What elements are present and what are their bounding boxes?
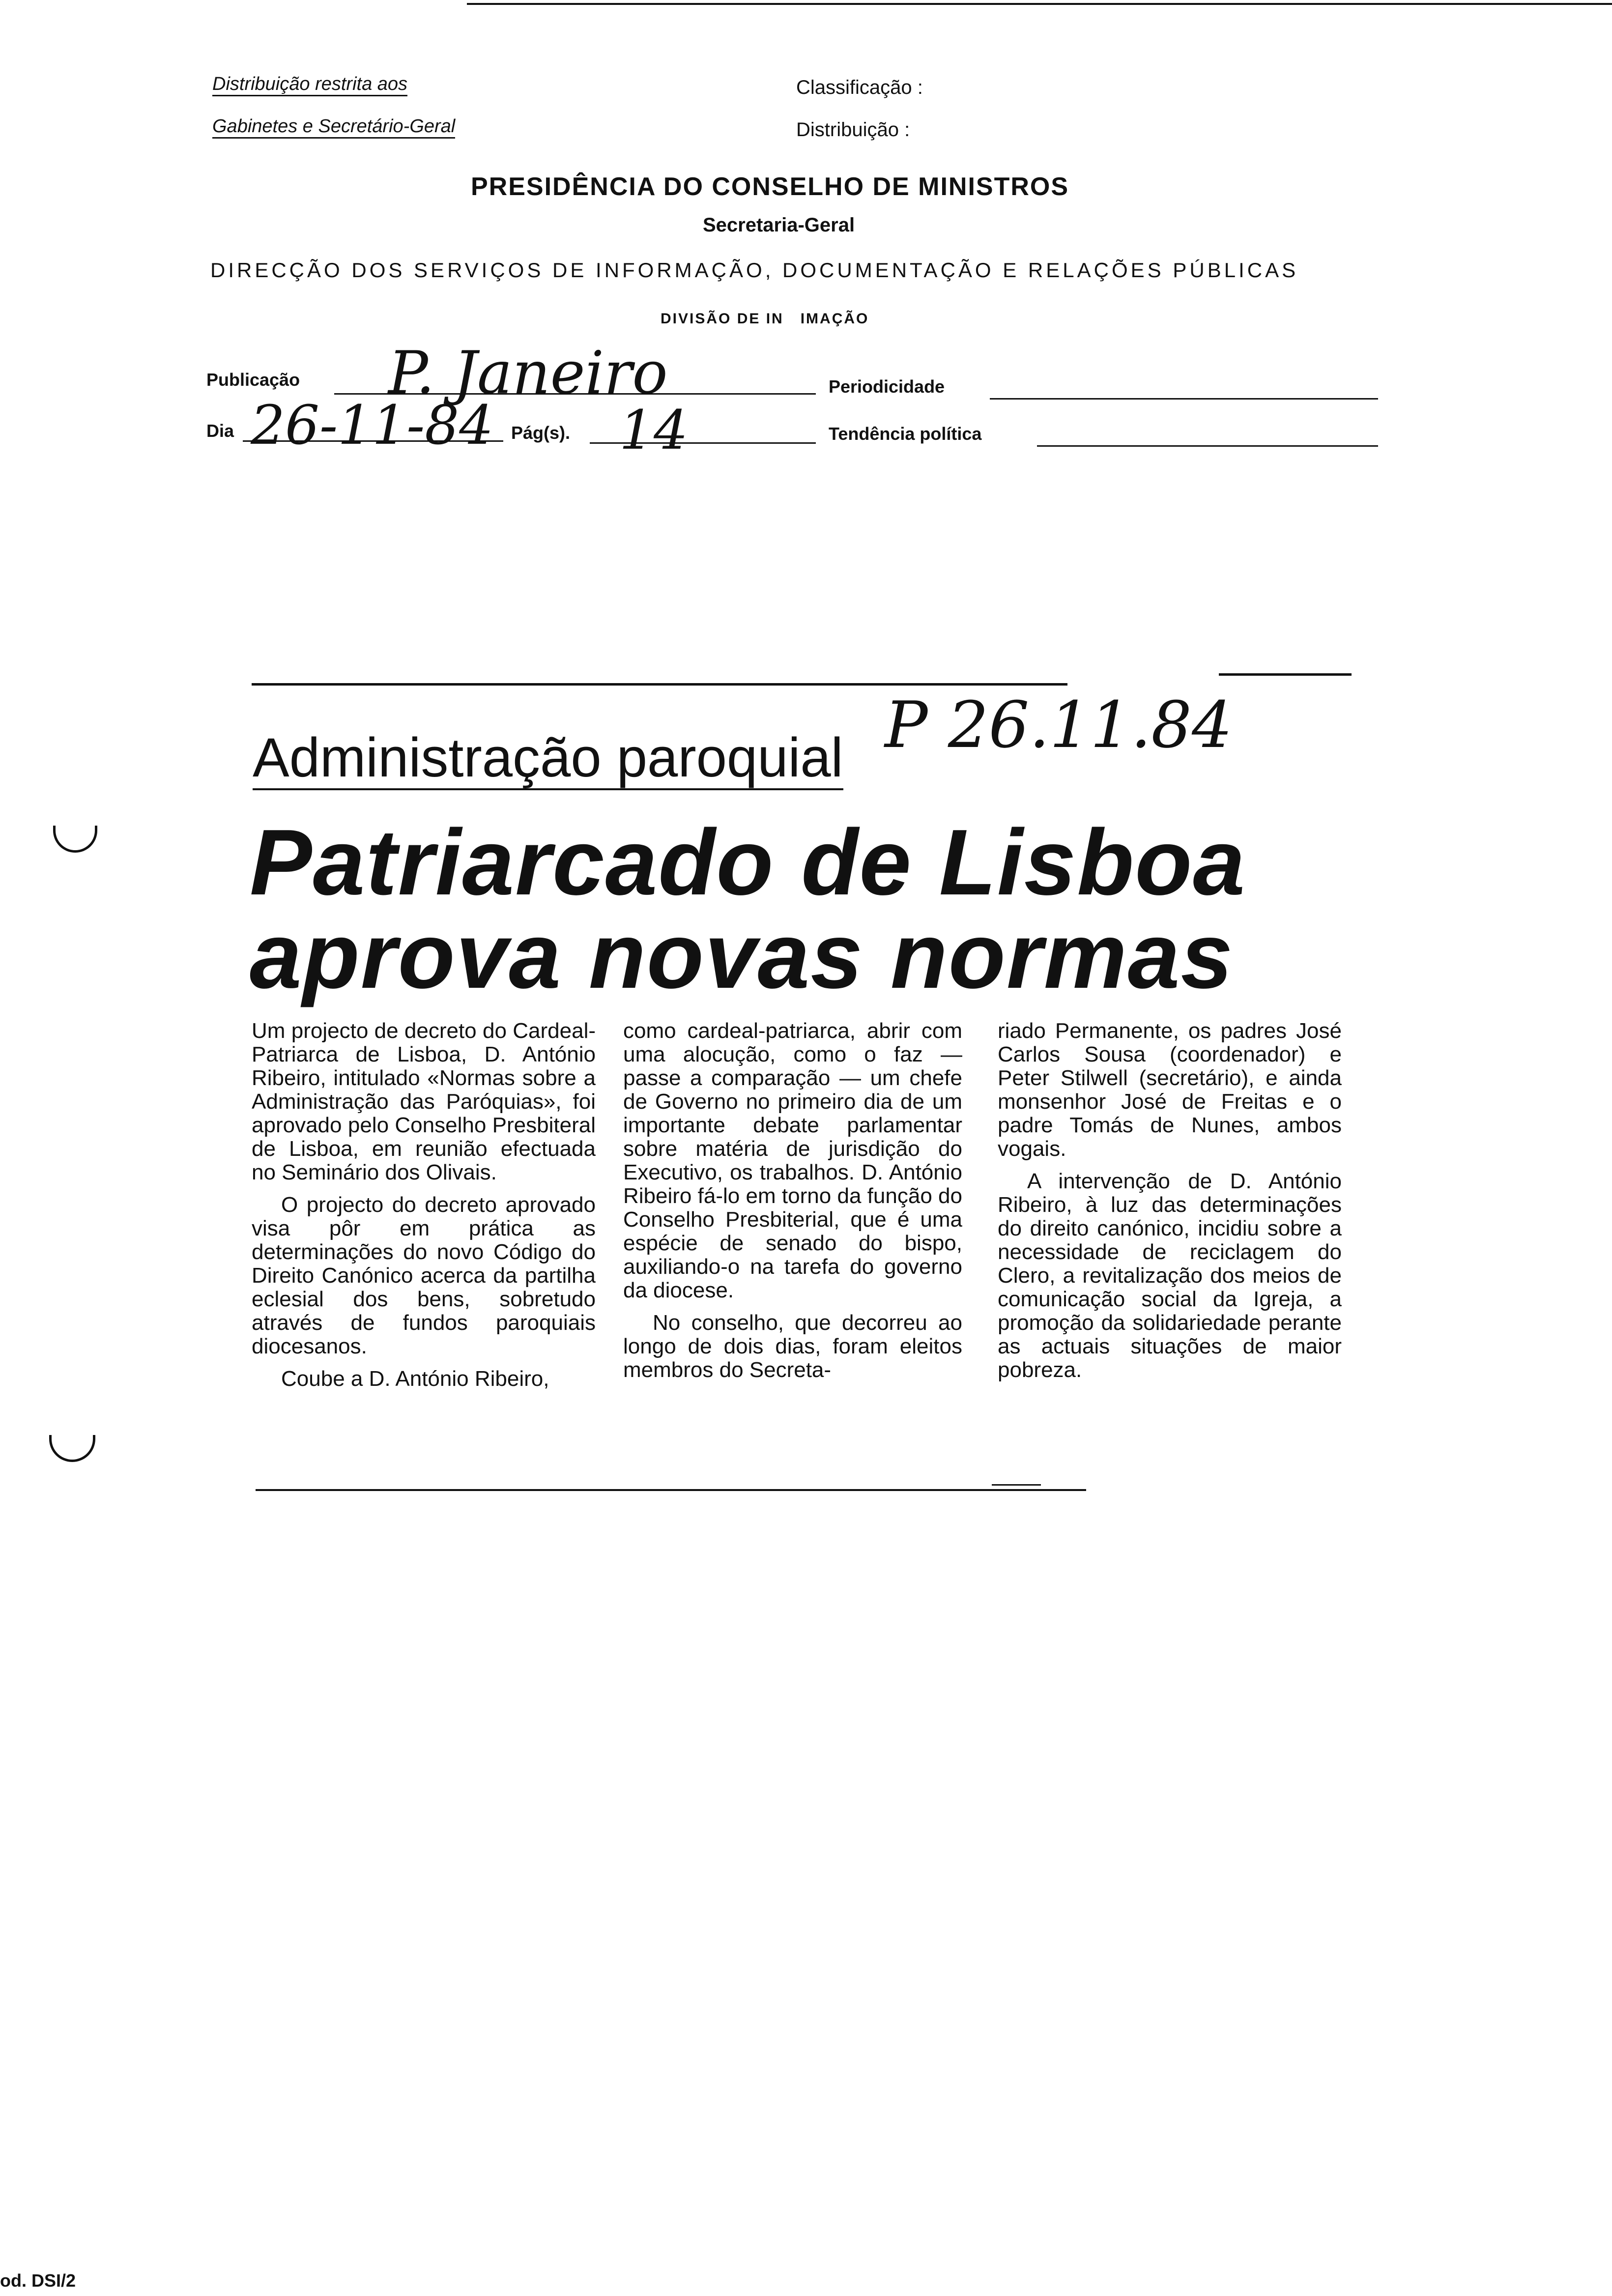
political-tendency-field-line bbox=[1037, 445, 1378, 447]
clipping-kicker: Administração paroquial bbox=[253, 730, 843, 790]
article-column-2 bbox=[623, 1019, 962, 1391]
clipping-headline-line2: aprova novas normas bbox=[250, 904, 1234, 1008]
day-label: Dia bbox=[206, 421, 234, 441]
secretariat-label: Secretaria-Geral bbox=[703, 214, 855, 236]
periodicity-field-line bbox=[990, 398, 1378, 400]
clipping-top-rule bbox=[252, 683, 1067, 686]
publication-label: Publicação bbox=[206, 370, 300, 390]
classification-label: Classificação : bbox=[796, 77, 923, 98]
article-paragraph: O projecto do decreto aprovado visa pôr em prática as determinações do novo Código do Direito Canónico acerca da partilha eclesial dos bens, sobretudo através de fundos paroquiais diocesanos. bbox=[252, 1193, 596, 1358]
top-border-line bbox=[467, 3, 1612, 5]
day-handwritten-value: 26-11-84 bbox=[251, 394, 494, 457]
periodicity-label: Periodicidade bbox=[829, 376, 945, 397]
pages-handwritten-value: 14 bbox=[619, 399, 688, 461]
clipping-bottom-rule-right bbox=[992, 1484, 1041, 1486]
article-paragraph: como cardeal-patriarca, abrir com uma alocução, como o faz — passe a comparação — um chefe de Governo no primeiro dia de um importante debate parlamentar sobre matéria de jurisdição do Executivo, os trabalhos. D. António Ribeiro fá-lo em torno da função do Conselho Presbiterial, que é uma espécie de senado do bispo, auxiliando-o na tarefa do governo da diocese. bbox=[623, 1019, 962, 1302]
day-field-line bbox=[243, 440, 503, 442]
distribution-restriction-line1: Distribuição restrita aos bbox=[212, 74, 407, 96]
punch-hole-mark-icon bbox=[49, 1435, 95, 1462]
distribution-label: Distribuição : bbox=[796, 119, 910, 141]
org-title: PRESIDÊNCIA DO CONSELHO DE MINISTROS bbox=[471, 172, 1069, 201]
article-paragraph: A intervenção de D. António Ribeiro, à luz das determinações do direito canónico, incidiu sobre a necessidade de reciclagem do Clero, a revitalização dos meios de comunicação social da Igreja, a promoção da solidariedade perante as actuais situações de maior pobreza. bbox=[998, 1169, 1342, 1382]
division-name: DIVISÃO DE IN IMAÇÃO bbox=[661, 311, 869, 327]
article-paragraph: Coube a D. António Ribeiro, bbox=[281, 1367, 549, 1391]
clipping-bottom-rule bbox=[256, 1489, 1086, 1491]
clipping-handwritten-date: P 26.11.84 bbox=[885, 688, 1233, 762]
department-name: DIRECÇÃO DOS SERVIÇOS DE INFORMAÇÃO, DOCUMENTAÇÃO E RELAÇÕES PÚBLICAS bbox=[210, 258, 1299, 282]
clipping-headline-line1: Patriarcado de Lisboa bbox=[250, 810, 1246, 915]
distribution-restriction-line2: Gabinetes e Secretário-Geral bbox=[212, 116, 455, 139]
article-paragraph: No conselho, que decorreu ao longo de dois dias, foram eleitos membros do Secreta- bbox=[623, 1311, 962, 1382]
article-column-3 bbox=[998, 1019, 1342, 1391]
article-paragraph: riado Permanente, os padres José Carlos Sousa (coordenador) e Peter Stilwell (secretário), e ainda monsenhor José de Freitas e o padre Tomás de Nunes, ambos vogais. bbox=[998, 1019, 1342, 1161]
clipping-top-rule-right bbox=[1219, 673, 1352, 676]
punch-hole-mark-icon bbox=[53, 826, 97, 853]
article-column-1 bbox=[252, 1019, 596, 1400]
political-tendency-label: Tendência política bbox=[829, 424, 982, 444]
publication-handwritten-value: P. Janeiro bbox=[388, 339, 668, 407]
article-paragraph: Um projecto de decreto do Cardeal-Patriarca de Lisboa, D. António Ribeiro, intitulado «Normas sobre a Administração das Paróquias», foi aprovado pelo Conselho Presbiteral de Lisboa, em reunião efectuada no Seminário dos Olivais. bbox=[252, 1019, 596, 1184]
form-code: od. DSI/2 bbox=[0, 2270, 76, 2291]
pages-field-line bbox=[590, 442, 816, 444]
pages-label: Pág(s). bbox=[511, 423, 571, 443]
